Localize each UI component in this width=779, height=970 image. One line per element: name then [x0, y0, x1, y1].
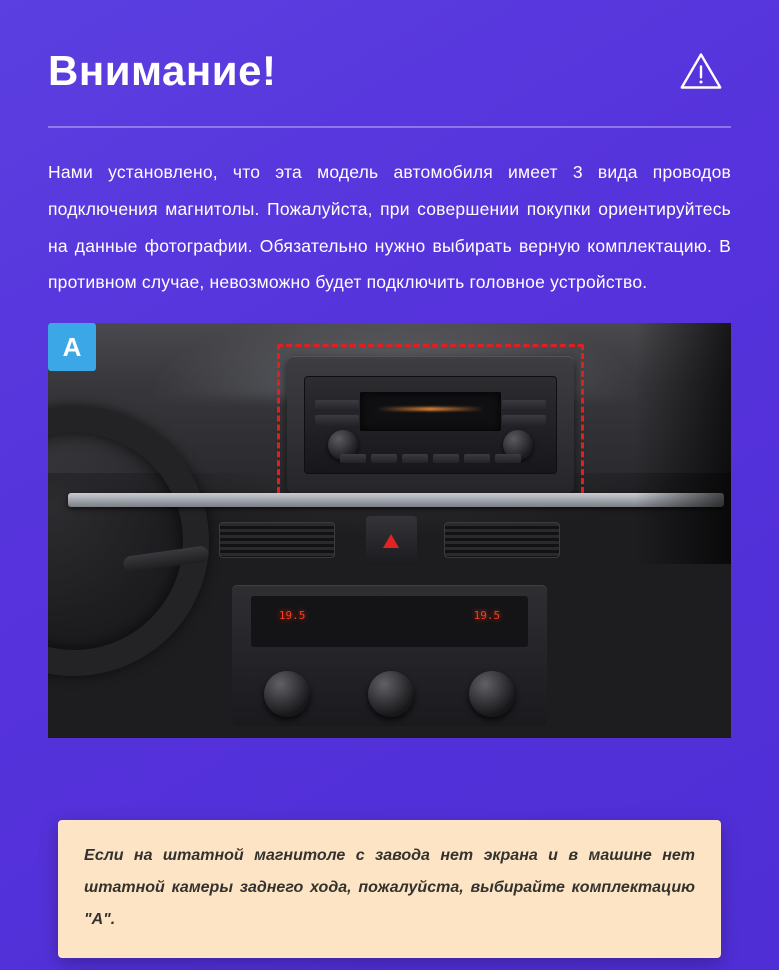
car-interior-illustration [48, 323, 731, 738]
radio-button-seek-down [315, 415, 359, 426]
climate-display [251, 596, 527, 647]
climate-temp-right: 19.5 [473, 609, 501, 623]
note-box: Если на штатной магнитоле с завода нет экрана и в машине нет штатной камеры заднего хода, пожалуйста, выбирайте комплектацию "A". [58, 820, 721, 958]
climate-knob-right [469, 671, 515, 717]
dashboard-trim-strip [68, 493, 724, 507]
header [48, 0, 731, 100]
header-divider [48, 126, 731, 128]
climate-temp-left: 19.5 [278, 609, 306, 623]
hazard-light-button [366, 516, 417, 566]
climate-knob-fan [368, 671, 414, 717]
radio-button-folder-up [502, 400, 546, 411]
radio-button-folder-down [502, 415, 546, 426]
body-paragraph: Нами установлено, что эта модель автомобиля имеет 3 вида проводов подключения магнитолы. Пожалуйста, при совершении покупки ориентируйтесь на данные фотографии. Обязательно нужно выбирать верную комплектацию. В противном случае, невозможно будет подключить головное устройство. [48, 162, 731, 293]
page-title: Внимание! [48, 47, 277, 94]
air-vent-right [444, 522, 560, 557]
factory-radio-unit [287, 356, 574, 493]
climate-control-panel [232, 585, 546, 726]
variant-badge: A [48, 323, 96, 371]
radio-preset-buttons [330, 452, 530, 466]
warning-triangle-icon [679, 49, 723, 93]
radio-button-seek-up [315, 400, 359, 411]
radio-display [360, 392, 500, 431]
car-interior-photo [48, 323, 731, 738]
air-vent-left [219, 522, 335, 557]
climate-knob-left [264, 671, 310, 717]
cabin-shadow [635, 323, 731, 564]
radio-faceplate [304, 376, 556, 475]
